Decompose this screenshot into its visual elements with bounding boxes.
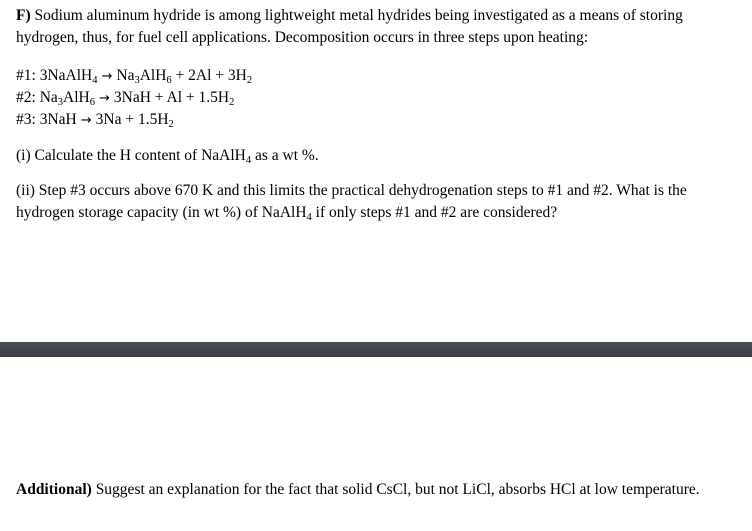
part-ii-question: (ii) Step #3 occurs above 670 K and this limits the practical dehydrogenation steps to #1 and #2. What is the hydrogen storage capacity (in wt %) of NaAlH$_4$ if only steps #1 and #2 are considered? bbox=[16, 182, 687, 223]
additional-question bbox=[16, 479, 736, 501]
step-3-equation: #3: $3NaH \to 3Na + 1.5H_2$ bbox=[16, 111, 174, 130]
problem-f-intro bbox=[16, 5, 736, 49]
additional-text: Suggest an explanation for the fact that solid CsCl, but not LiCl, absorbs HCl at low temperature. bbox=[91, 481, 700, 498]
reaction-arrow-icon: → bbox=[80, 113, 92, 128]
reaction-arrow-icon: → bbox=[98, 91, 110, 106]
step-1-equation: #1: 3NaAlH$_4$ → $Na_3AlH_6 + 2Al + 3H_2$ bbox=[16, 67, 253, 86]
page-separator bbox=[0, 342, 752, 357]
problem-f-intro-text: Sodium aluminum hydride is among lightweight metal hydrides being investigated as a means of storing hydrogen, thus, for fuel cell applications. Decomposition occurs in three steps upon heating: bbox=[16, 7, 683, 46]
part-i-question: (i) Calculate the H content of NaAlH$_4$ as a wt %. bbox=[16, 147, 319, 166]
page-bottom bbox=[0, 357, 752, 531]
step-2-equation: #2: $Na_3AlH_6 \to 3NaH + Al + 1.5H_2$ bbox=[16, 89, 235, 108]
reaction-arrow-icon: → bbox=[101, 69, 113, 84]
additional-label: Additional) bbox=[16, 481, 92, 498]
problem-f-label: F) bbox=[16, 7, 31, 24]
